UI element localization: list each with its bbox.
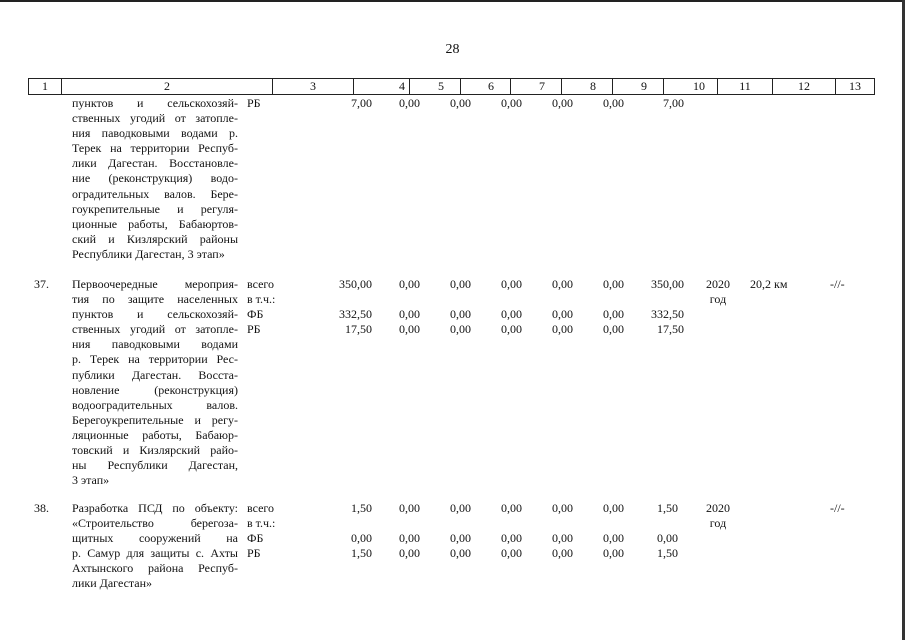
value-col-7: 0,00 0,00 0,00 [501,501,522,561]
value-col-6: 0,00 [450,96,471,110]
completion-year: 2020 год [706,501,730,531]
value-col-4: 350,00 332,50 17,50 [339,277,372,337]
header-col-13: 13 [835,79,875,94]
page-number: 28 [445,42,460,57]
value-col-8: 0,00 [552,96,573,110]
value-col-7: 0,00 [501,96,522,110]
value-col-10: 350,00 332,50 17,50 [651,277,684,337]
value-col-7: 0,00 0,00 0,00 [501,277,522,337]
funding-source: РБ [247,96,261,110]
header-col-6: 6 [460,79,510,94]
funding-source: всего в т.ч.: ФБ РБ [247,277,276,337]
value-col-5: 0,00 0,00 0,00 [399,501,420,561]
header-col-12: 12 [772,79,835,94]
notes-value: -//- [830,501,845,515]
header-col-2: 2 [61,79,272,94]
notes-value: -//- [830,277,845,291]
value-col-9: 0,00 [603,96,624,110]
completion-year: 2020 год [706,277,730,307]
value-col-9: 0,00 0,00 0,00 [603,501,624,561]
row-description: Разработка ПСД по объекту: «Строительство берегоза- щитных сооружений на р. Самур для защиты с. Ахты Ахтынского района Респуб- лики Дагестан» [72,501,238,591]
value-col-10: 7,00 [663,96,684,110]
funding-source: всего в т.ч.: ФБ РБ [247,501,276,561]
value-col-6: 0,00 0,00 0,00 [450,501,471,561]
value-col-5: 0,00 0,00 0,00 [399,277,420,337]
header-col-11: 11 [717,79,772,94]
header-col-9: 9 [612,79,663,94]
header-col-1: 1 [28,79,61,94]
value-col-4: 7,00 [351,96,372,110]
value-col-4: 1,50 0,00 1,50 [351,501,372,561]
header-col-3: 3 [272,79,353,94]
row-description: Первоочередные мероприя- тия по защите населенных пунктов и сельскохозяй- ственных угодий от затопле- ния паводковыми водами р. Терек на территории Рес- публики Дагестан. Восста- новление (реконструкция) водооградительных валов. Берегоукрепительные и регу- ляционные работы, Бабаюр- товский и Кизлярский райо- ны Республики Дагестан, 3 этап» [72,277,238,488]
value-col-5: 0,00 [399,96,420,110]
row-description: пунктов и сельскохозяй- ственных угодий от затопле- ния паводковыми водами р. Терек на территории Респуб- лики Дагестан. Восстановле- ние (реконструкция) водо- оградительных валов. Бере- гоукрепительные и регуля- ционные работы, Бабаюртов- ский и Кизлярский районы Республики Дагестан, 3 этап» [72,96,238,261]
header-col-8: 8 [561,79,612,94]
capacity-value: 20,2 км [750,277,788,291]
value-col-9: 0,00 0,00 0,00 [603,277,624,337]
header-col-7: 7 [510,79,561,94]
value-col-8: 0,00 0,00 0,00 [552,277,573,337]
value-col-8: 0,00 0,00 0,00 [552,501,573,561]
value-col-6: 0,00 0,00 0,00 [450,277,471,337]
header-col-4: 4 [353,79,409,94]
header-col-5: 5 [409,79,460,94]
row-number: 37. [34,277,49,291]
table-header-row [28,78,875,95]
row-number: 38. [34,501,49,515]
scan-top-edge [0,0,905,2]
value-col-10: 1,50 0,00 1,50 [657,501,678,561]
header-col-10: 10 [663,79,717,94]
